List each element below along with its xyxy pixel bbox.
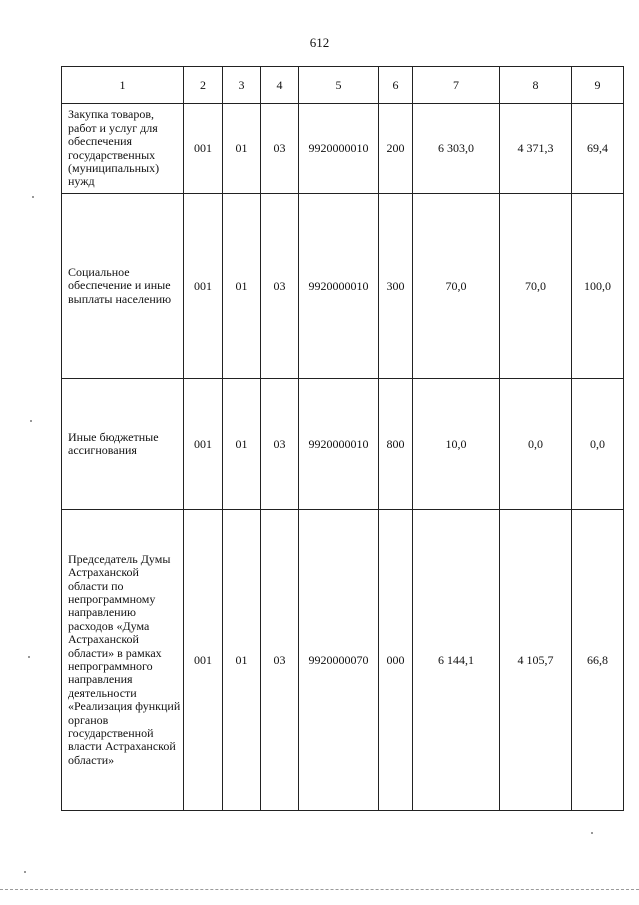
subsection-code-cell: 03 xyxy=(261,194,299,379)
execution-percent-cell: 66,8 xyxy=(572,510,624,811)
target-article-cell: 9920000010 xyxy=(299,379,379,510)
planned-amount-cell: 6 144,1 xyxy=(413,510,500,811)
column-header: 1 xyxy=(62,67,184,104)
subsection-code-cell: 03 xyxy=(261,510,299,811)
execution-percent-cell: 69,4 xyxy=(572,104,624,194)
planned-amount-cell: 10,0 xyxy=(413,379,500,510)
column-header: 4 xyxy=(261,67,299,104)
executed-amount-cell: 4 371,3 xyxy=(500,104,572,194)
expense-type-cell: 200 xyxy=(379,104,413,194)
section-code-cell: 01 xyxy=(223,510,261,811)
planned-amount-cell: 6 303,0 xyxy=(413,104,500,194)
column-header: 9 xyxy=(572,67,624,104)
expense-type-cell: 300 xyxy=(379,194,413,379)
ministry-code-cell: 001 xyxy=(184,510,223,811)
column-header: 6 xyxy=(379,67,413,104)
executed-amount-cell: 0,0 xyxy=(500,379,572,510)
planned-amount-cell: 70,0 xyxy=(413,194,500,379)
page-number: 612 xyxy=(309,35,330,50)
scan-speck xyxy=(28,656,30,658)
column-header: 2 xyxy=(184,67,223,104)
section-code-cell: 01 xyxy=(223,194,261,379)
section-code-cell: 01 xyxy=(223,104,261,194)
column-header: 8 xyxy=(500,67,572,104)
scan-speck xyxy=(32,196,34,198)
ministry-code-cell: 001 xyxy=(184,104,223,194)
scan-speck xyxy=(30,420,32,422)
column-header: 5 xyxy=(299,67,379,104)
expense-type-cell: 800 xyxy=(379,379,413,510)
ministry-code-cell: 001 xyxy=(184,194,223,379)
subsection-code-cell: 03 xyxy=(261,104,299,194)
column-header: 7 xyxy=(413,67,500,104)
table-row xyxy=(62,379,624,510)
table-header-row xyxy=(62,67,624,104)
scan-speck xyxy=(24,871,26,873)
section-code-cell: 01 xyxy=(223,379,261,510)
execution-percent-cell: 100,0 xyxy=(572,194,624,379)
subsection-code-cell: 03 xyxy=(261,379,299,510)
target-article-cell: 9920000070 xyxy=(299,510,379,811)
expense-name-cell: Иные бюджетные ассигнования xyxy=(62,379,184,510)
target-article-cell: 9920000010 xyxy=(299,194,379,379)
scan-speck xyxy=(591,832,593,834)
expense-name-cell: Закупка товаров, работ и услуг для обеспечения государственных (муниципальных) нужд xyxy=(62,104,184,194)
budget-table xyxy=(61,66,624,811)
executed-amount-cell: 70,0 xyxy=(500,194,572,379)
executed-amount-cell: 4 105,7 xyxy=(500,510,572,811)
execution-percent-cell: 0,0 xyxy=(572,379,624,510)
table-row xyxy=(62,194,624,379)
column-header: 3 xyxy=(223,67,261,104)
ministry-code-cell: 001 xyxy=(184,379,223,510)
expense-name-cell: Социальное обеспечение и иные выплаты населению xyxy=(62,194,184,379)
table-row xyxy=(62,104,624,194)
table-row xyxy=(62,510,624,811)
target-article-cell: 9920000010 xyxy=(299,104,379,194)
expense-type-cell: 000 xyxy=(379,510,413,811)
expense-name-cell: Председатель Думы Астраханской области по непрограммному направлению расходов «Дума Астраханской области» в рамках непрограммного направления деятельности «Реализация функций органов государственной власти Астраханской области» xyxy=(62,510,184,811)
scan-edge-line xyxy=(0,889,639,890)
